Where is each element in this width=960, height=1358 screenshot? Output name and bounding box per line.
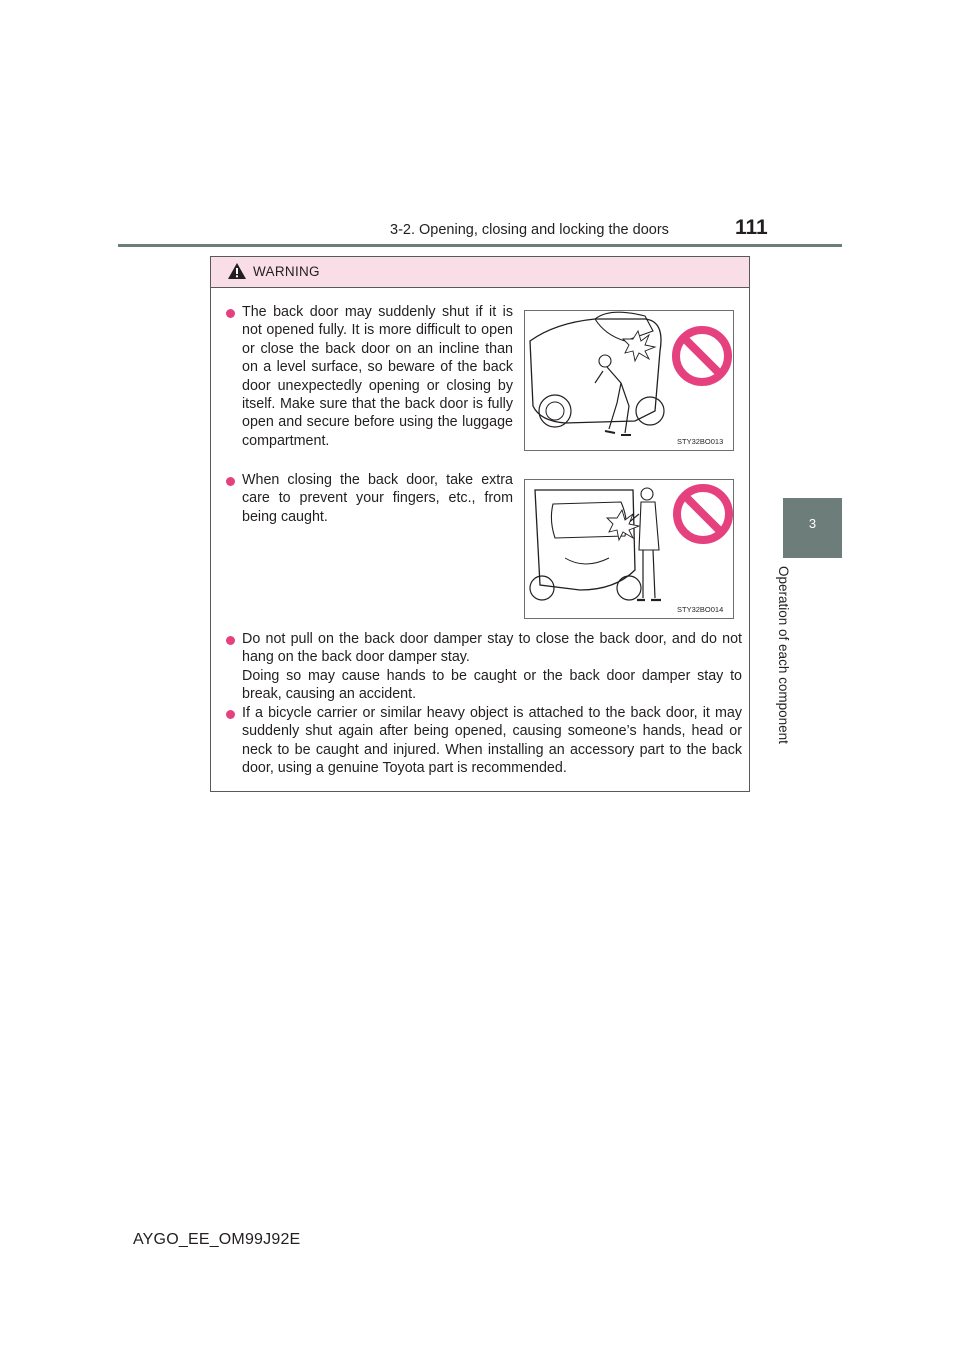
- bullet-icon: [226, 309, 235, 318]
- warning-bullet-3-line-b: Doing so may cause hands to be caught or the back door damper stay to break, causing an accident.: [242, 667, 742, 703]
- warning-triangle-icon: [227, 262, 247, 280]
- chapter-number: 3: [808, 516, 817, 531]
- chapter-tab: [783, 498, 842, 558]
- chapter-title: Operation of each component: [776, 566, 791, 744]
- warning-box: [210, 256, 750, 792]
- figure-code: STY32BO013: [677, 437, 724, 446]
- bullet-icon: [226, 710, 235, 719]
- section-title: 3-2. Opening, closing and locking the doors: [390, 222, 669, 238]
- warning-bullet-1: The back door may suddenly shut if it is not opened fully. It is more difficult to open or close the back door on an incline than on a level surface, so beware of the back door unexpectedly opening or closing by itself. Make sure that the back door is fully open and secure before using the luggage compartment.: [242, 304, 513, 449]
- figure-back-door-shut: [524, 310, 734, 451]
- page-number: 111: [735, 216, 768, 239]
- prohibition-icon: [676, 330, 728, 382]
- bullet-icon: [226, 636, 235, 645]
- figure-code: STY32BO014: [677, 605, 724, 614]
- header-rule: [118, 244, 842, 247]
- car-rear-illustration: [525, 311, 733, 450]
- warning-header: [211, 257, 749, 288]
- warning-bullet-3-line-a: Do not pull on the back door damper stay to close the back door, and do not hang on the back door damper stay.: [242, 631, 742, 666]
- prohibition-icon: [677, 488, 729, 540]
- warning-title: WARNING: [253, 264, 320, 279]
- car-back-door-illustration: [525, 480, 733, 618]
- warning-bullet-2: When closing the back door, take extra care to prevent your fingers, etc., from being caught.: [242, 472, 513, 525]
- warning-bullet-4: If a bicycle carrier or similar heavy object is attached to the back door, it may suddenly shut again after being opened, causing someone’s hands, head or neck to be caught and injured. When installing an accessory part to the back door, using a genuine Toyota part is recommended.: [242, 705, 742, 777]
- figure-fingers-caught: [524, 479, 734, 619]
- warning-bullet-3: [242, 630, 742, 704]
- bullet-icon: [226, 477, 235, 486]
- document-code: AYGO_EE_OM99J92E: [133, 1231, 301, 1248]
